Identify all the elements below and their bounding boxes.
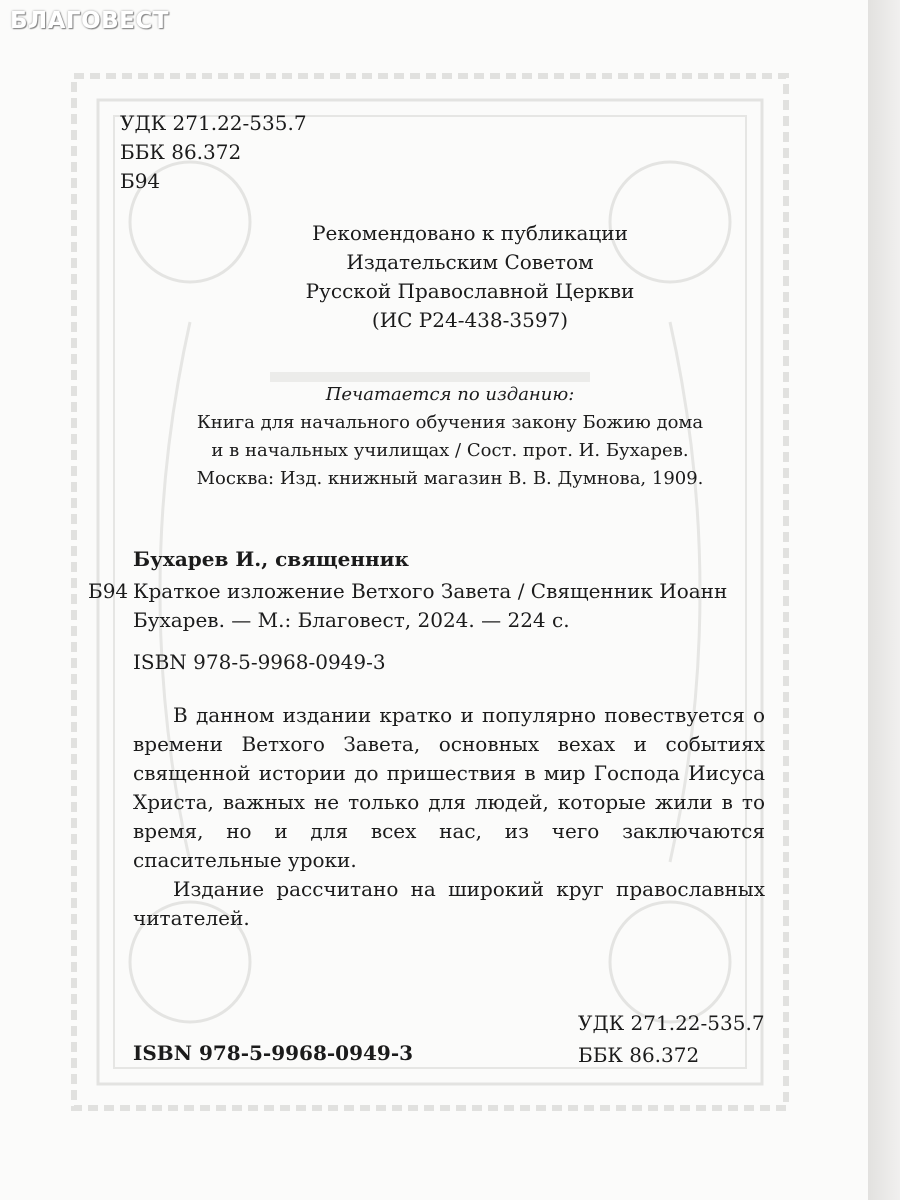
recommendation-block (200, 219, 740, 335)
footer-udk: УДК 271.22-535.7 (578, 1011, 765, 1035)
annotation (133, 701, 765, 933)
catalog-entry (133, 577, 727, 635)
author-mark: Б94 (120, 169, 161, 193)
source-line: Книга для начального обучения закону Божию дома (196, 412, 704, 433)
publisher-watermark: БЛАГОВЕСТ (10, 8, 169, 34)
annotation-paragraph: Издание рассчитано на широкий круг православных читателей. (133, 877, 765, 930)
catalog-author: Бухарев И., священник (133, 547, 409, 571)
catalog-isbn: ISBN 978-5-9968-0949-3 (133, 650, 386, 674)
footer-isbn: ISBN 978-5-9968-0949-3 (133, 1041, 414, 1065)
classification-codes (120, 109, 307, 196)
recommendation-line: Русской Православной Церкви (305, 279, 635, 303)
bbk-code: ББК 86.372 (120, 140, 242, 164)
udk-code: УДК 271.22-535.7 (120, 111, 307, 135)
source-line: и в начальных училищах / Сост. прот. И. Бухарев. (211, 440, 689, 461)
recommendation-number: (ИС Р24-438-3597) (371, 308, 569, 332)
recommendation-line: Рекомендовано к публикации (312, 221, 628, 245)
page-edge (868, 0, 900, 1200)
source-line: Москва: Изд. книжный магазин В. В. Думнова, 1909. (196, 468, 704, 489)
catalog-line: Бухарев. — М.: Благовест, 2024. — 224 с. (133, 608, 570, 632)
catalog-line: Краткое изложение Ветхого Завета / Священник Иоанн (133, 579, 728, 603)
source-intro: Печатается по изданию: (325, 384, 575, 405)
annotation-paragraph: В данном издании кратко и популярно повествуется о времени Ветхого Завета, основных вехах и событиях священной истории до пришествия в мир Господа Иисуса Христа, важных не только для людей, которые жили в то время, но и для всех нас, из чего заключаются спасительные уроки. (133, 703, 765, 872)
footer-bbk: ББК 86.372 (578, 1043, 700, 1067)
recommendation-line: Издательским Советом (346, 250, 594, 274)
catalog-code: Б94 (88, 579, 129, 603)
source-edition (170, 381, 730, 493)
footer-codes (578, 1007, 765, 1071)
